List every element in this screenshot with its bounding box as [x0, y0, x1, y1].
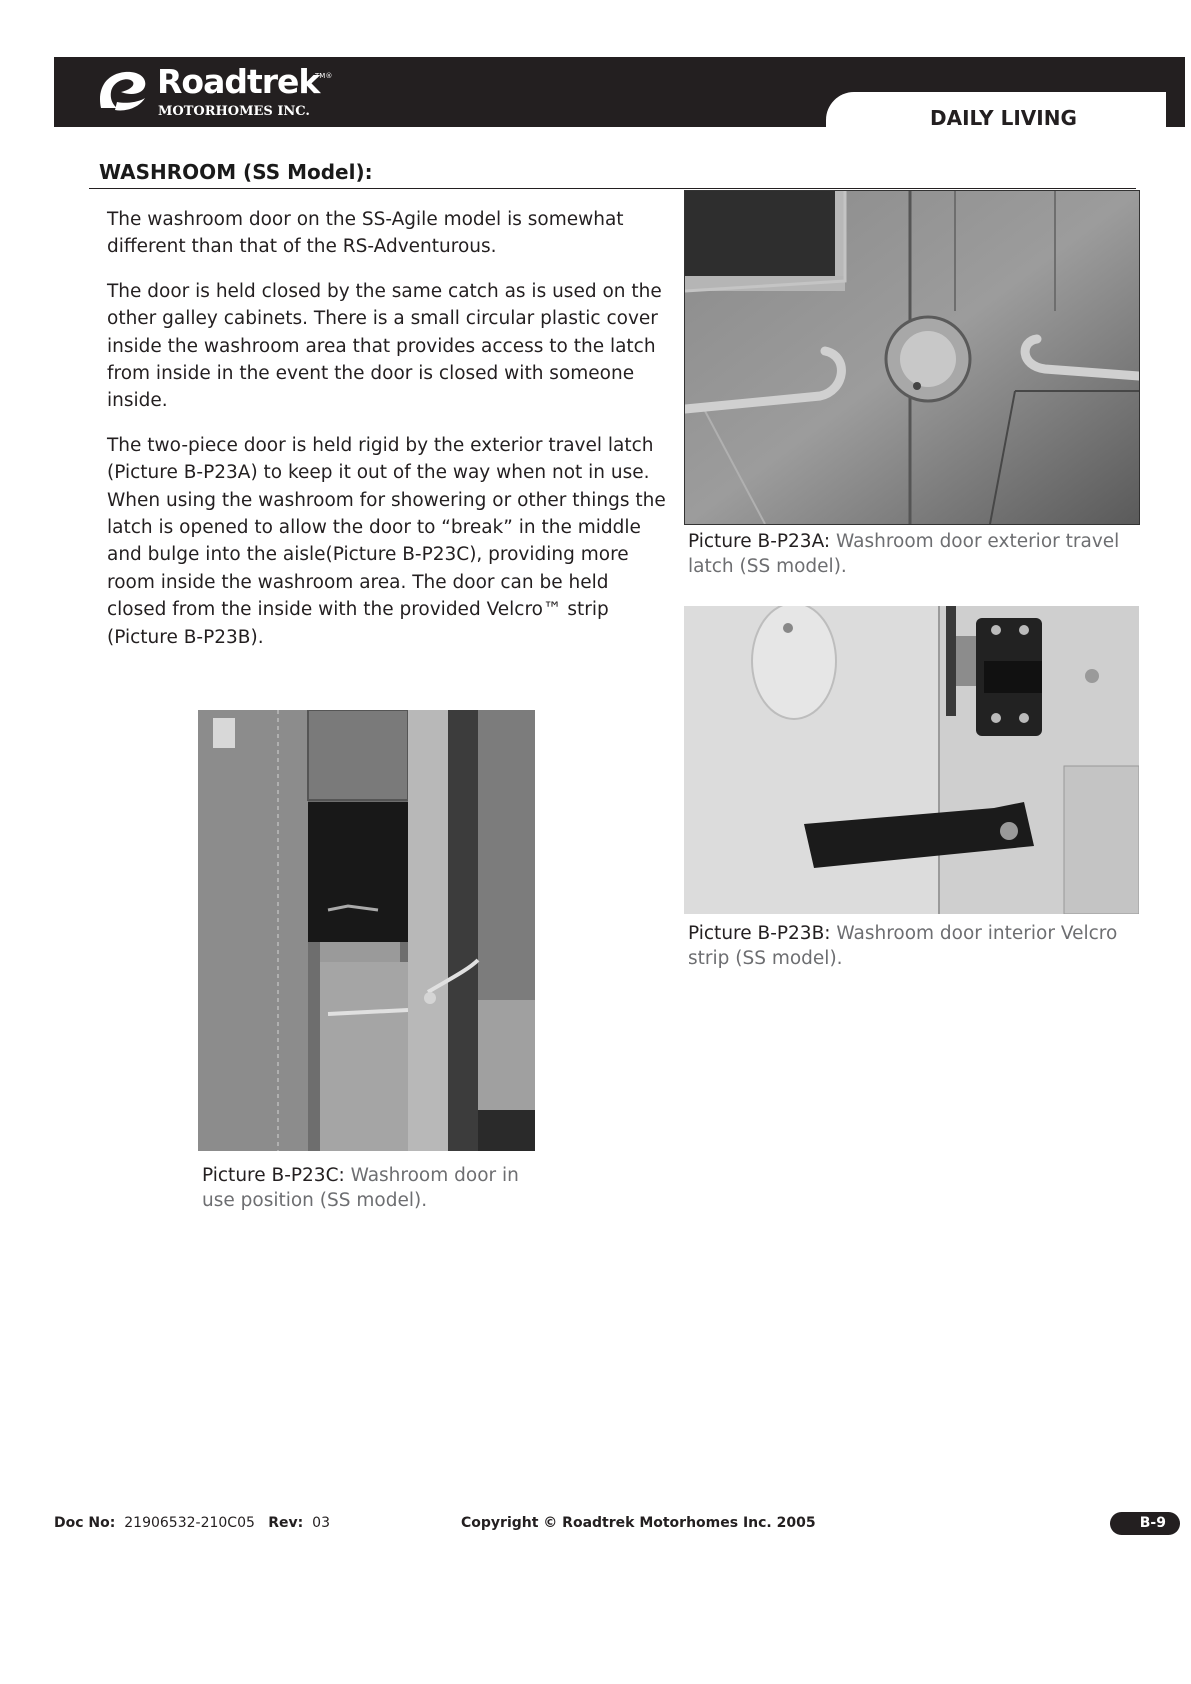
caption-label: Picture B-P23B:: [688, 923, 831, 944]
roadtrek-logo: [95, 64, 335, 124]
logo-subtitle: MOTORHOMES INC.: [158, 104, 310, 119]
section-title: DAILY LIVING: [930, 106, 1077, 130]
page-number-badge: B-9: [1110, 1512, 1180, 1535]
caption-text: Washroom door in use position (SS model).: [202, 1165, 519, 1211]
footer-doc-number: [54, 1515, 330, 1531]
paragraph: The door is held closed by the same catch as is used on the other galley cabinets. There is a small circular plastic cover inside the washroom area that provides access to the latch from inside in the event the door is closed with someone inside.: [107, 280, 662, 412]
caption-picture-a: [688, 529, 1128, 579]
logo-trademark: TM®: [315, 72, 333, 80]
footer-copyright: Copyright © Roadtrek Motorhomes Inc. 2005: [461, 1515, 816, 1531]
caption-label: Picture B-P23C:: [202, 1165, 345, 1186]
caption-label: Picture B-P23A:: [688, 531, 831, 552]
doc-label: Doc No:: [54, 1515, 116, 1531]
caption-picture-c: [202, 1163, 522, 1213]
caption-picture-b: [688, 921, 1138, 971]
photo-exterior-travel-latch: [684, 190, 1140, 525]
caption-text: Washroom door exterior travel latch (SS model).: [688, 531, 1120, 577]
doc-number: 21906532-210C05: [124, 1515, 255, 1531]
photo-interior-velcro-strip: [684, 606, 1139, 914]
roadtrek-swoosh-icon: [95, 68, 149, 114]
rev-label: Rev:: [268, 1515, 304, 1531]
paragraph: The washroom door on the SS-Agile model is somewhat different than that of the RS-Adventurous.: [107, 209, 624, 258]
page-heading: WASHROOM (SS Model):: [99, 160, 373, 184]
rev-number: 03: [312, 1515, 330, 1531]
heading-rule: [89, 188, 1136, 189]
body-text: [107, 206, 667, 668]
caption-text: Washroom door interior Velcro strip (SS model).: [688, 923, 1118, 969]
logo-name: Roadtrek: [157, 62, 320, 101]
paragraph: The two-piece door is held rigid by the exterior travel latch (Picture B-P23A) to keep it out of the way when not in use. When using the washroom for showering or other things the latch is opened to allow the door to “break” in the middle and bulge into the aisle(Picture B-P23C), providing more room inside the washroom area. The door can be held closed from the inside with the provided Velcro™ strip (Picture B-P23B).: [107, 434, 666, 648]
photo-door-in-use-position: [198, 710, 535, 1151]
